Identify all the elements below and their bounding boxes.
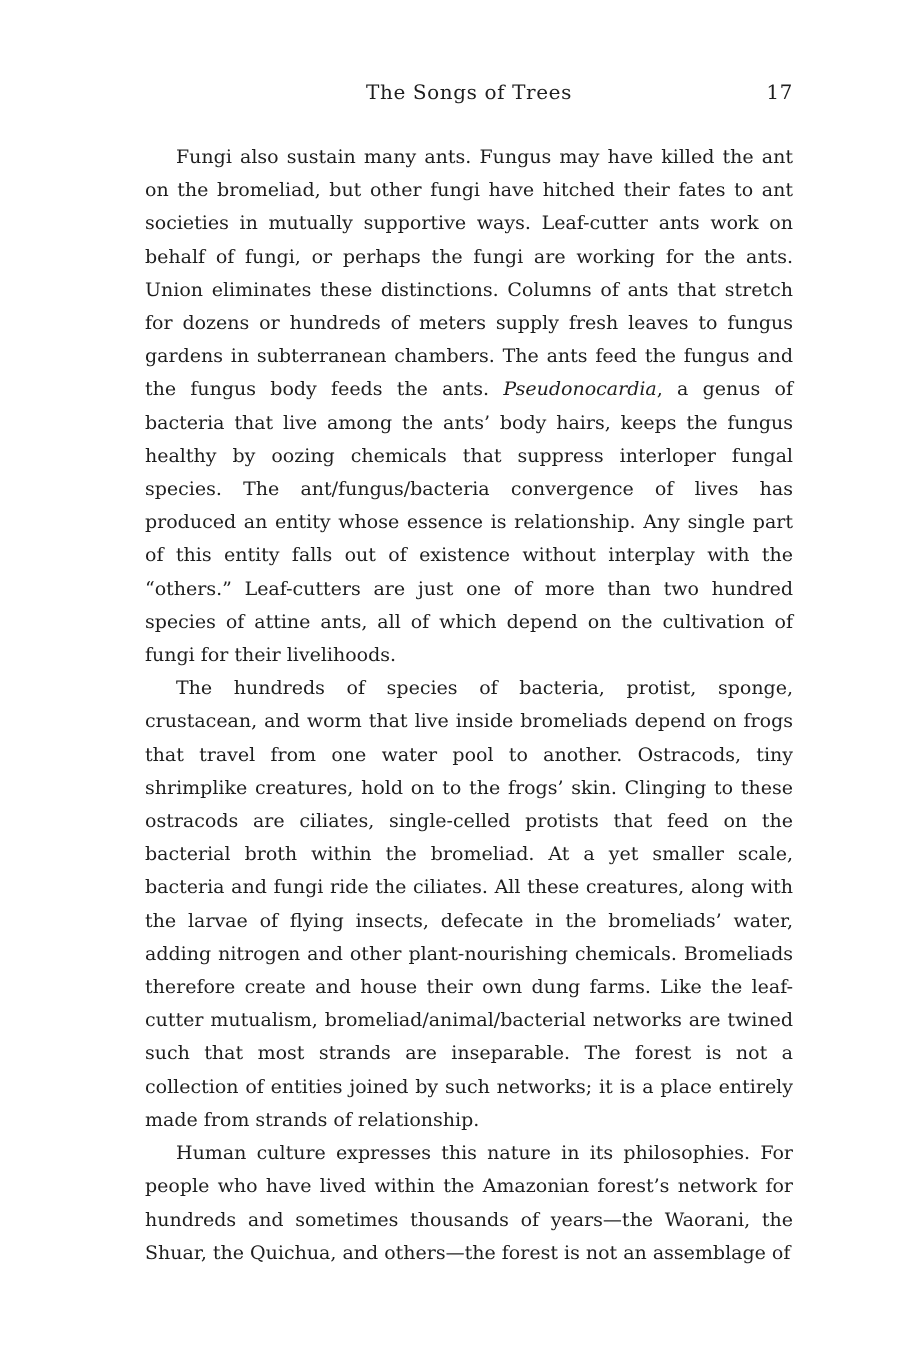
paragraph-1 [145,141,793,672]
paragraph-2: The hundreds of species of bacteria, protist, sponge, crustacean, and worm that live inside bromeliads depend on frogs that travel from one water pool to another. Ostracods, tiny shrimplike creatures, hold on to the frogs’ skin. Clinging to these ostracods are ciliates, single-celled protists that feed on the bacterial broth within the bromeliad. At a yet smaller scale, bacteria and fungi ride the ciliates. All these creatures, along with the larvae of flying insects, defecate in the bromeliads’ water, adding nitrogen and other plant-nourishing chemicals. Bromeliads therefore create and house their own dung farms. Like the leaf-cutter mutualism, bromeliad/animal/bacterial networks are twined such that most strands are inseparable. The forest is not a collection of entities joined by such networks; it is a place entirely made from strands of relationship. [145,677,793,1131]
paragraph-1-text-start: Fungi also sustain many ants. Fungus may have killed the ant on the bromeliad, but other fungi have hitched their fates to ant societies in mutually supportive ways. Leaf-cutter ants work on behalf of fungi, or perhaps the fungi are working for the ants. Union eliminates these distinctions. Columns of ants that stretch for dozens or hundreds of meters supply fresh leaves to fungus gardens in subterranean chambers. The ants feed the fungus and the fungus body feeds the ants. [145,146,793,401]
running-title: The Songs of Trees [366,80,572,104]
paragraph-3: Human culture expresses this nature in its philosophies. For people who have lived within the Amazonian forest’s network for hundreds and sometimes thousands of years—the Waorani, the Shuar, the Quichua, and others—the forest is not an assemblage of [145,1142,793,1264]
body-text [145,141,793,1270]
running-head [145,80,793,110]
genus-name-italic: Pseudonocardia [503,378,657,401]
page-number: 17 [766,80,793,104]
paragraph-1-text-end: , a genus of bacteria that live among the ants’ body hairs, keeps the fungus healthy by oozing chemicals that suppress interloper fungal species. The ant/fungus/bacteria convergence of lives has produced an entity whose essence is relationship. Any single part of this entity falls out of existence without interplay with the “others.” Leaf-cutters are just one of more than two hundred species of attine ants, all of which depend on the cultivation of fungi for their livelihoods. [145,378,794,667]
